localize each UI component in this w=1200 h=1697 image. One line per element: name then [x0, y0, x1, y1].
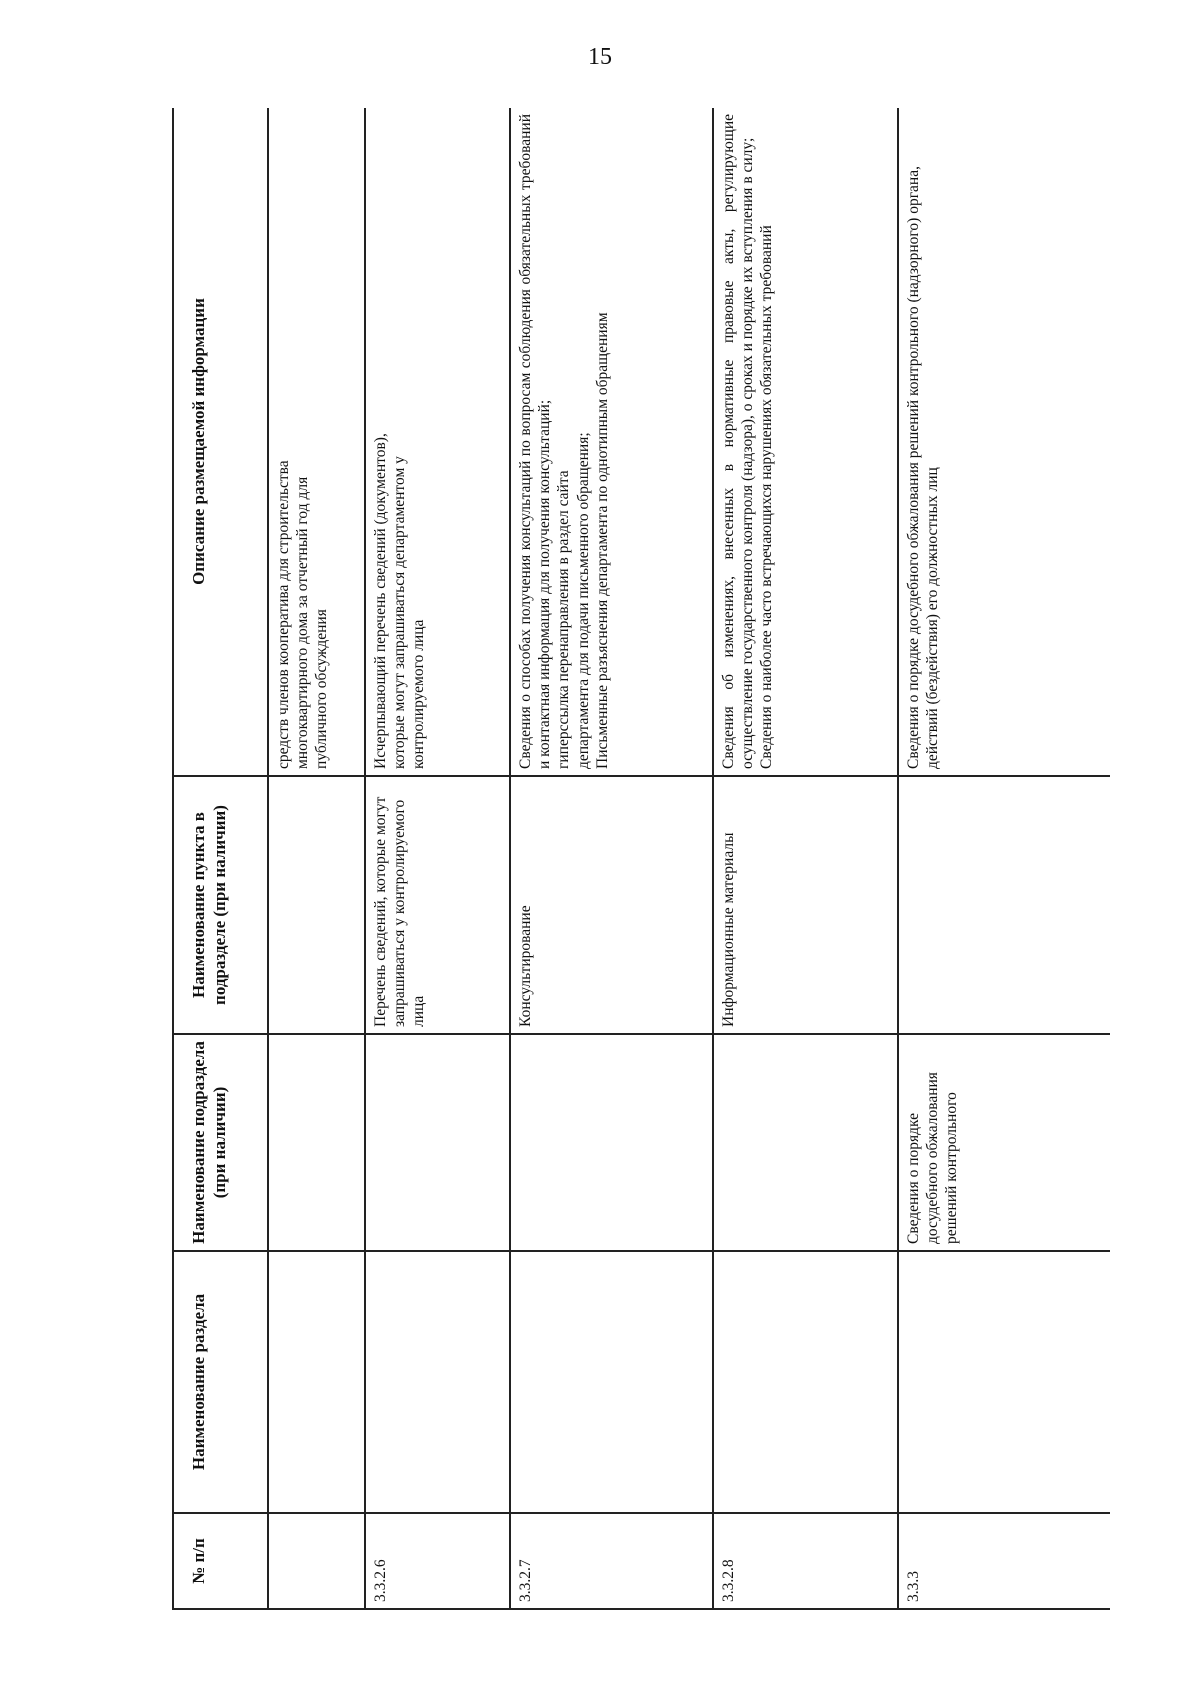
description-line: Сведения об изменениях, внесенных в нормативные правовые акты, регулирующие осуществление государственного контроля (надзора), о сроках и порядке их вступления в силу;	[720, 114, 757, 769]
row-section	[268, 1251, 365, 1513]
row-item: Информационные материалы	[713, 776, 898, 1034]
description-line: контролируемого лица	[410, 619, 428, 769]
row-item	[268, 776, 365, 1034]
row-description	[713, 108, 898, 776]
information-table	[172, 108, 1110, 1610]
row-subsection: Сведения о порядке досудебного обжалования решений контрольного	[898, 1034, 1110, 1251]
table-header-row	[173, 108, 268, 1609]
row-num: 3.3.2.6	[365, 1513, 510, 1609]
description-line: департамента для подачи письменного обращения;	[574, 432, 592, 769]
row-num: 3.3.2.7	[510, 1513, 713, 1609]
description-line: Сведения о наиболее часто встречающихся нарушениях обязательных требований	[758, 225, 776, 769]
row-section	[713, 1251, 898, 1513]
description-line: Сведения о порядке досудебного обжалования решений контрольного (надзорного) органа, действий (бездействия) его должностных лиц	[905, 166, 942, 769]
row-description	[268, 108, 365, 776]
row-item: Консультирование	[510, 776, 713, 1034]
description-line: которые могут запрашиваться департаментом у	[391, 456, 409, 769]
row-num: 3.3.3	[898, 1513, 1110, 1609]
header-section: Наименование раздела	[173, 1251, 268, 1513]
header-description: Описание размещаемой информации	[173, 108, 268, 776]
rotated-table-container	[172, 108, 1110, 1610]
header-item: Наименование пункта в подразделе (при наличии)	[173, 776, 268, 1034]
row-subsection	[365, 1034, 510, 1251]
row-num	[268, 1513, 365, 1609]
description-line: средств членов кооператива для строительства	[275, 460, 292, 769]
row-subsection	[713, 1034, 898, 1251]
row-section	[365, 1251, 510, 1513]
description-line: Сведения о способах получения консультаций по вопросам соблюдения обязательных требований и контактная информация для получения консультаций;	[517, 114, 554, 769]
header-num: № п/п	[173, 1513, 268, 1609]
row-subsection	[268, 1034, 365, 1251]
description-line: многоквартирного дома за отчетный год для	[294, 476, 312, 769]
table-row	[898, 108, 1110, 1609]
row-description	[365, 108, 510, 776]
description-line: Исчерпывающий перечень сведений (документов),	[372, 433, 389, 769]
description-line: Письменные разъяснения департамента по однотипным обращениям	[593, 312, 611, 769]
header-subsection: Наименование подраздела (при наличии)	[173, 1034, 268, 1251]
row-item: Перечень сведений, которые могут запрашиваться у контролируемого лица	[365, 776, 510, 1034]
row-section	[898, 1251, 1110, 1513]
row-item	[898, 776, 1110, 1034]
description-line: публичного обсуждения	[313, 609, 331, 769]
table-row	[365, 108, 510, 1609]
page-number: 15	[588, 44, 612, 70]
table-row	[713, 108, 898, 1609]
row-subsection	[510, 1034, 713, 1251]
description-line: гиперссылка перенаправления в раздел сайта	[555, 470, 573, 769]
table-row	[268, 108, 365, 1609]
row-description	[510, 108, 713, 776]
table-viewport	[172, 108, 1110, 1610]
row-num: 3.3.2.8	[713, 1513, 898, 1609]
table-row	[510, 108, 713, 1609]
row-section	[510, 1251, 713, 1513]
row-description	[898, 108, 1110, 776]
